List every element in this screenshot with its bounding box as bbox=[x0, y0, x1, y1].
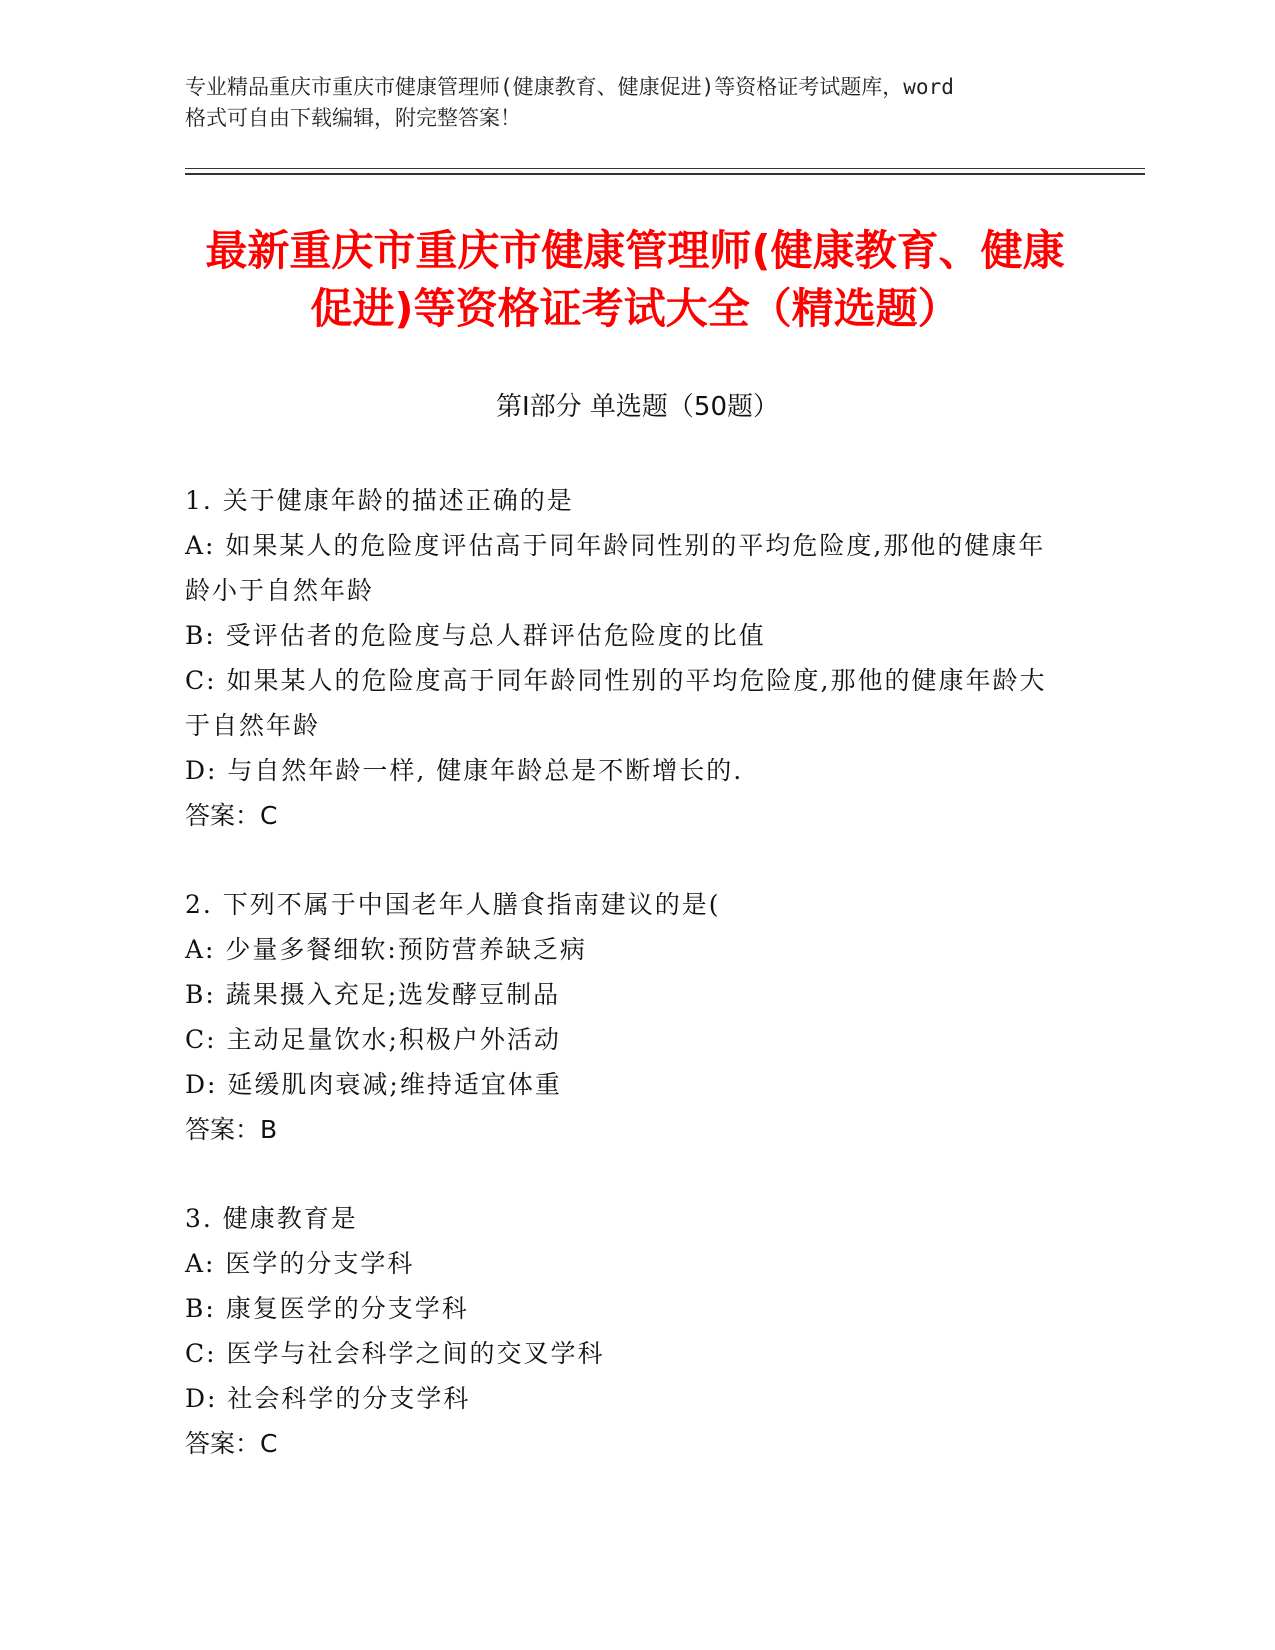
section-title: 第Ⅰ部分 单选题（50题） bbox=[495, 392, 780, 422]
question-list bbox=[185, 478, 1065, 1510]
option-b: B: 受评估者的危险度与总人群评估危险度的比值 bbox=[185, 621, 766, 650]
header-note: 专业精品重庆市重庆市健康管理师(健康教育、健康促进)等资格证考试题库，word 格式可自由下载编辑，附完整答案！ bbox=[185, 75, 954, 130]
option-d: D: 延缓肌肉衰减;维持适宜体重 bbox=[185, 1070, 562, 1099]
option-b: B: 蔬果摄入充足;选发酵豆制品 bbox=[185, 980, 561, 1009]
option-d: D: 与自然年龄一样, 健康年龄总是不断增长的. bbox=[185, 756, 744, 785]
answer: 答案：C bbox=[185, 1429, 278, 1458]
answer: 答案：B bbox=[185, 1115, 278, 1144]
header-divider-thin bbox=[185, 168, 1145, 169]
option-d: D: 社会科学的分支学科 bbox=[185, 1384, 471, 1413]
option-c: C: 如果某人的危险度高于同年龄同性别的平均危险度,那他的健康年龄大于自然年龄 bbox=[185, 666, 1047, 740]
question-stem: 2. 下列不属于中国老年人膳食指南建议的是( bbox=[185, 890, 721, 919]
option-a: A: 医学的分支学科 bbox=[185, 1249, 415, 1278]
question-stem: 3. 健康教育是 bbox=[185, 1204, 358, 1233]
answer: 答案：C bbox=[185, 801, 278, 830]
question-2 bbox=[185, 882, 1065, 1152]
option-b: B: 康复医学的分支学科 bbox=[185, 1294, 469, 1323]
header-divider-thick bbox=[185, 173, 1145, 175]
question-1 bbox=[185, 478, 1065, 838]
option-c: C: 主动足量饮水;积极户外活动 bbox=[185, 1025, 561, 1054]
question-3 bbox=[185, 1196, 1065, 1466]
document-title: 最新重庆市重庆市健康管理师(健康教育、健康促进)等资格证考试大全（精选题） bbox=[205, 226, 1065, 333]
question-stem: 1. 关于健康年龄的描述正确的是 bbox=[185, 486, 574, 515]
option-a: A: 如果某人的危险度评估高于同年龄同性别的平均危险度,那他的健康年龄小于自然年龄 bbox=[185, 531, 1046, 605]
option-a: A: 少量多餐细软:预防营养缺乏病 bbox=[185, 935, 587, 964]
option-c: C: 医学与社会科学之间的交叉学科 bbox=[185, 1339, 605, 1368]
